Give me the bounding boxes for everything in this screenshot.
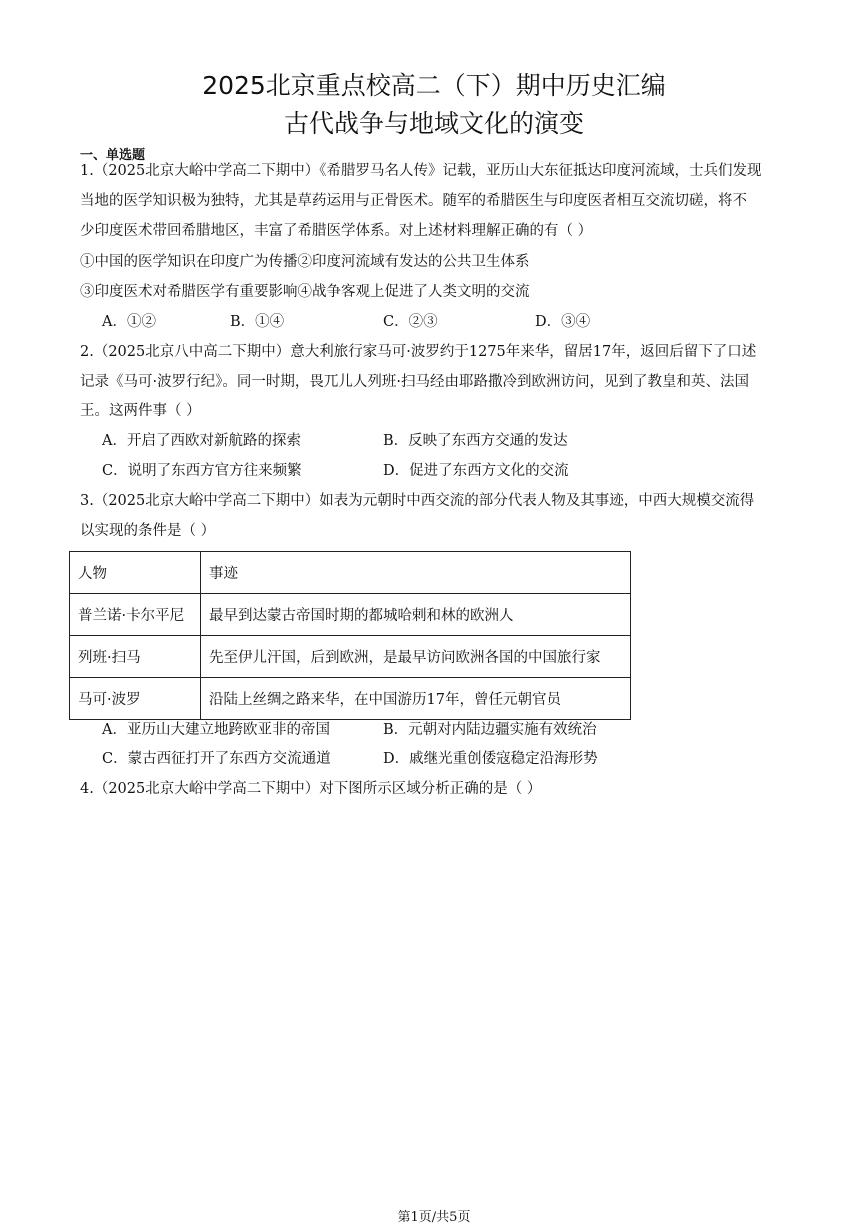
question-text-line: 3.（2025北京大峪中学高二下期中）如表为元朝时中西交流的部分代表人物及其事迹，中西大规模交流得 — [80, 493, 755, 509]
question-text-line: ③印度医术对希腊医学有重要影响④战争客观上促进了人类文明的交流 — [80, 284, 530, 300]
figures-table — [69, 551, 631, 720]
option-a: A．开启了西欧对新航路的探索 — [102, 433, 301, 449]
table-header-cell: 人物 — [70, 552, 201, 594]
question-text-line: 少印度医术带回希腊地区，丰富了希腊医学体系。对上述材料理解正确的有（ ） — [80, 223, 593, 239]
option-c: C．蒙古西征打开了东西方交流通道 — [102, 751, 331, 767]
table-cell: 沿陆上丝绸之路来华，在中国游历17年，曾任元朝官员 — [201, 678, 631, 720]
question-text-line: 1.（2025北京大峪中学高二下期中）《希腊罗马名人传》记载，亚历山大东征抵达印度河流域，士兵们发现 — [80, 163, 762, 179]
page-number: 第1页/共5页 — [397, 1210, 471, 1225]
question-text-line: 当地的医学知识极为独特，尤其是草药运用与正骨医术。随军的希腊医生与印度医者相互交流切磋，将不 — [80, 193, 747, 209]
question-text-line: 2.（2025北京八中高二下期中）意大利旅行家马可·波罗约于1275年来华，留居17年，返回后留下了口述 — [80, 344, 757, 360]
option-c: C．②③ — [383, 314, 438, 330]
table-cell: 马可·波罗 — [70, 678, 201, 720]
table-header-row — [70, 552, 631, 594]
option-a: A．①② — [102, 314, 156, 330]
option-d: D．促进了东西方文化的交流 — [383, 463, 569, 479]
option-c: C．说明了东西方官方往来频繁 — [102, 463, 302, 479]
table-cell: 最早到达蒙古帝国时期的都城哈剌和林的欧洲人 — [201, 594, 631, 636]
question-text-line: 王。这两件事（ ） — [80, 403, 201, 419]
question-text-line: 记录《马可·波罗行纪》。同一时期，畏兀儿人列班·扫马经由耶路撒冷到欧洲访问，见到了教皇和英、法国 — [80, 374, 749, 390]
option-b: B．元朝对内陆边疆实施有效统治 — [383, 722, 597, 738]
table-header-cell: 事迹 — [201, 552, 631, 594]
table-row — [70, 636, 631, 678]
option-a: A．亚历山大建立地跨欧亚非的帝国 — [102, 722, 330, 738]
table-row — [70, 594, 631, 636]
question-text-line: 以实现的条件是（ ） — [80, 523, 216, 539]
table-cell: 普兰诺·卡尔平尼 — [70, 594, 201, 636]
table-row — [70, 678, 631, 720]
question-text-line: ①中国的医学知识在印度广为传播②印度河流域有发达的公共卫生体系 — [80, 254, 530, 270]
option-b: B．反映了东西方交通的发达 — [383, 433, 568, 449]
option-d: D．戚继光重创倭寇稳定沿海形势 — [383, 751, 598, 767]
section-heading: 一、单选题 — [80, 148, 146, 163]
option-d: D．③④ — [535, 314, 591, 330]
question-text-line: 4.（2025北京大峪中学高二下期中）对下图所示区域分析正确的是（ ） — [80, 781, 542, 797]
document-title: 2025北京重点校高二（下）期中历史汇编 — [202, 71, 666, 100]
table-cell: 列班·扫马 — [70, 636, 201, 678]
option-b: B．①④ — [230, 314, 285, 330]
table-cell: 先至伊儿汗国，后到欧洲，是最早访问欧洲各国的中国旅行家 — [201, 636, 631, 678]
document-subtitle: 古代战争与地域文化的演变 — [283, 109, 584, 138]
